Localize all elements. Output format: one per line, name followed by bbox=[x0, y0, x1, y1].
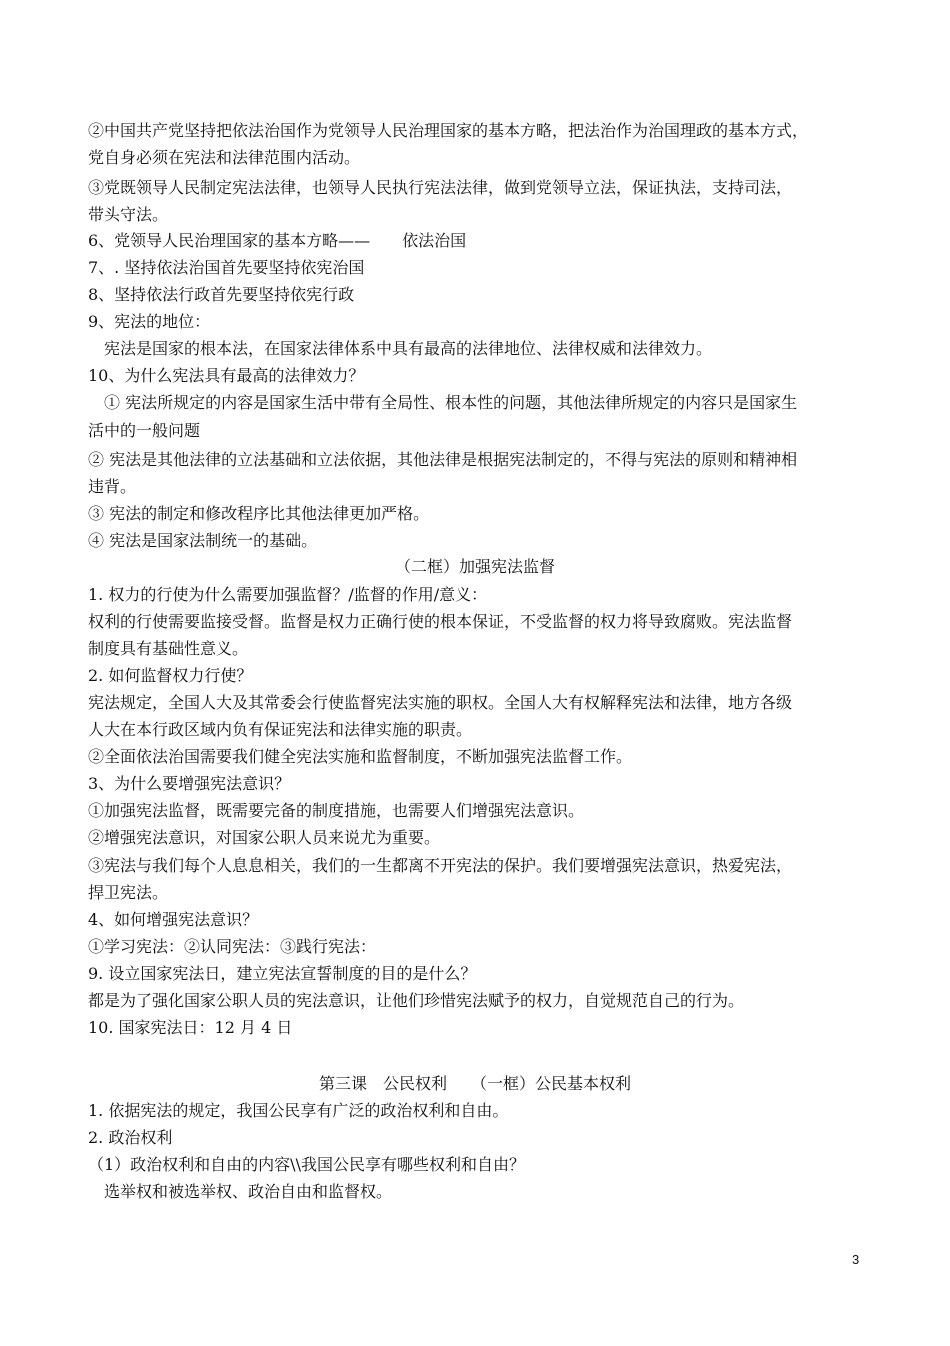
text-line: 制度具有基础性意义。 bbox=[88, 639, 249, 658]
text-line: 10、为什么宪法具有最高的法律效力？ bbox=[88, 366, 365, 385]
text-line: 选举权和被选举权、政治自由和监督权。 bbox=[88, 1182, 393, 1201]
text-line: 宪法是国家的根本法，在国家法律体系中具有最高的法律地位、法律权威和法律效力。 bbox=[88, 339, 713, 358]
text-line: ④ 宪法是国家法制统一的基础。 bbox=[88, 531, 318, 550]
text-line: 捍卫宪法。 bbox=[88, 883, 169, 902]
text-line: 2. 如何监督权力行使？ bbox=[88, 666, 253, 685]
text-line: 4、如何增强宪法意识？ bbox=[88, 910, 259, 929]
text-line: 9、宪法的地位： bbox=[88, 312, 211, 331]
text-line: 6、党领导人民治理国家的基本方略—— 依法治国 bbox=[88, 231, 467, 250]
text-line: ①学习宪法：②认同宪法：③践行宪法： bbox=[88, 937, 377, 956]
text-line: ②增强宪法意识，对国家公职人员来说尤为重要。 bbox=[88, 828, 441, 847]
section-heading: （二框）加强宪法监督 bbox=[394, 557, 555, 576]
text-line: 3、为什么要增强宪法意识？ bbox=[88, 774, 291, 793]
page-number: 3 bbox=[852, 1252, 860, 1267]
text-line: （1）政治权利和自由的内容\\我国公民享有哪些权利和自由？ bbox=[88, 1155, 525, 1174]
text-line: ① 宪法所规定的内容是国家生活中带有全局性、根本性的问题，其他法律所规定的内容只是国家生 bbox=[88, 393, 798, 412]
text-line: 1. 依据宪法的规定，我国公民享有广泛的政治权利和自由。 bbox=[88, 1101, 509, 1120]
text-line: 7、. 坚持依法治国首先要坚持依宪治国 bbox=[88, 258, 365, 277]
text-line: ③宪法与我们每个人息息相关，我们的一生都离不开宪法的保护。我们要增强宪法意识，热爱宪法， bbox=[88, 856, 793, 875]
text-line: 8、坚持依法行政首先要坚持依宪行政 bbox=[88, 285, 355, 304]
text-line: 9. 设立国家宪法日，建立宪法宣誓制度的目的是什么？ bbox=[88, 964, 477, 983]
text-line: ③ 宪法的制定和修改程序比其他法律更加严格。 bbox=[88, 504, 430, 523]
text-line: 1. 权力的行使为什么需要加强监督？/监督的作用/意义： bbox=[88, 585, 488, 604]
text-line: 党自身必须在宪法和法律范围内活动。 bbox=[88, 148, 361, 167]
text-line: 10. 国家宪法日：12 月 4 日 bbox=[88, 1018, 293, 1037]
text-line: ③党既领导人民制定宪法法律，也领导人民执行宪法法律，做到党领导立法，保证执法，支持司法， bbox=[88, 178, 793, 197]
chapter-heading: 第三课 公民权利 （一框）公民基本权利 bbox=[318, 1074, 631, 1093]
text-line: 违背。 bbox=[88, 477, 137, 496]
text-line: 权利的行使需要监接受督。监督是权力正确行使的根本保证，不受监督的权力将导致腐败。宪法监督 bbox=[88, 612, 793, 631]
text-line: ①加强宪法监督，既需要完备的制度措施，也需要人们增强宪法意识。 bbox=[88, 801, 585, 820]
text-line: 活中的一般问题 bbox=[88, 421, 201, 440]
text-line: 带头守法。 bbox=[88, 205, 169, 224]
text-line: ②中国共产党坚持把依法治国作为党领导人民治理国家的基本方略，把法治作为治国理政的基本方式， bbox=[88, 121, 809, 140]
text-line: 宪法规定，全国人大及其常委会行使监督宪法实施的职权。全国人大有权解释宪法和法律，地方各级 bbox=[88, 693, 793, 712]
text-line: ②全面依法治国需要我们健全宪法实施和监督制度，不断加强宪法监督工作。 bbox=[88, 747, 633, 766]
text-line: 2. 政治权利 bbox=[88, 1128, 173, 1147]
text-line: 都是为了强化国家公职人员的宪法意识，让他们珍惜宪法赋予的权力，自觉规范自己的行为。 bbox=[88, 991, 745, 1010]
text-line: ② 宪法是其他法律的立法基础和立法依据，其他法律是根据宪法制定的，不得与宪法的原则和精神相 bbox=[88, 450, 798, 469]
text-line: 人大在本行政区域内负有保证宪法和法律实施的职责。 bbox=[88, 720, 473, 739]
